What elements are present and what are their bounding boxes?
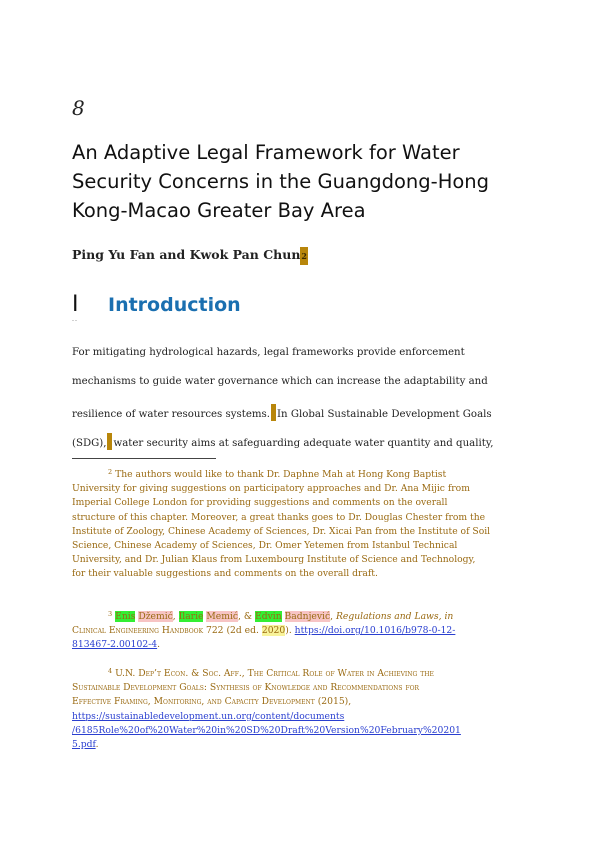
author-first-name: Edvin — [254, 611, 282, 622]
footnote-line: Sustainable Development Goals: Synthesis of Knowledge and Recommendations for — [72, 682, 420, 694]
footnote-line — [72, 695, 524, 709]
author-names: Ping Yu Fan and Kwok Pan Chun — [72, 247, 301, 262]
citation-title: Regulations and Laws, in — [335, 611, 454, 622]
body-text: water security aims at safeguarding adequate water quantity and quality, — [113, 438, 494, 449]
footnote-line: Institute of Zoology, Chinese Academy of Sciences, Dr. Xicai Pan from the Institute of Soil — [72, 525, 491, 537]
footnote-line: $^3$ Enis Džemić, Ilarie Memić, & Edvin Badnjević, Regulations and Laws, in — [108, 610, 454, 622]
footnote-line — [72, 664, 524, 681]
section-number-dots: ․․ — [72, 316, 79, 323]
section-title: Introduction — [108, 294, 241, 316]
un-link-end[interactable]: 5.pdf — [72, 739, 96, 751]
body-line-2: mechanisms to guide water governance which can increase the adaptability and — [72, 376, 488, 387]
author-last-name: Badnjević — [284, 611, 331, 622]
footnote-line: Science, Chinese Academy of Sciences, Dr. Omer Yetemen from Istanbul Technical — [72, 540, 458, 552]
citation-close: ). — [285, 625, 292, 637]
footnote-line — [72, 638, 524, 652]
author-footnote-marker[interactable]: 2 — [300, 247, 308, 265]
footnote-text: The authors would like to thank Dr. Daphne Mah at Hong Kong Baptist — [115, 469, 447, 480]
footnote-3 — [72, 607, 524, 653]
citation-end: . — [95, 739, 99, 751]
author-last-name: Džemić — [138, 611, 173, 622]
footnote-line: structure of this chapter. Moreover, a great thanks goes to Dr. Douglas Chester from the — [72, 511, 486, 523]
author-line — [72, 247, 308, 265]
footnote-line — [72, 724, 524, 738]
author-first-name: Enis — [115, 611, 136, 622]
footnote-ref-marker-3[interactable] — [271, 404, 276, 421]
footnote-line — [72, 624, 524, 638]
footnote-4 — [72, 664, 524, 752]
footnote-line — [72, 465, 524, 482]
footnote-line: for their valuable suggestions and comments on the overall draft. — [72, 568, 378, 580]
citation-title-end: Effective Framing, Monitoring, and Capacity Development — [72, 696, 315, 708]
citation-year: (2015), — [317, 696, 352, 708]
footnote-separator — [72, 458, 216, 459]
footnote-number: 3 — [108, 610, 113, 618]
chapter-title: An Adaptive Legal Framework for Water Security Concerns in the Guangdong-Hong Kong-Macao Greater Bay Area — [72, 141, 490, 222]
author-first-name: Ilarie — [178, 611, 204, 622]
body-text: (SDG), — [72, 438, 107, 449]
citation-pages: 722 (2d ed. — [205, 625, 259, 637]
doi-link[interactable]: https://doi.org/10.1016/b978-0-12- — [294, 625, 456, 637]
citation-book: Clinical Engineering Handbook — [72, 625, 204, 637]
doi-link-cont[interactable]: 813467-2.00102-4 — [72, 639, 158, 651]
footnote-line: University, and Dr. Julian Klaus from Luxembourg Institute of Science and Technology, — [72, 554, 476, 566]
footnote-line — [72, 738, 524, 752]
footnote-ref-marker-4[interactable] — [107, 433, 112, 450]
footnote-2 — [72, 465, 524, 582]
body-text: resilience of water resources systems. — [72, 409, 270, 420]
section-number: I — [72, 292, 79, 317]
citation-end: . — [157, 639, 161, 651]
body-line-1: For mitigating hydrological hazards, legal frameworks provide enforcement — [72, 347, 465, 358]
footnote-line — [72, 710, 524, 724]
body-line-3 — [72, 404, 492, 421]
citation-org: U.N. Dep’t Econ. & Soc. Aff., The Critical Role of Water in Achieving the — [115, 668, 434, 679]
author-last-name: Memić — [206, 611, 239, 622]
body-text: In Global Sustainable Development Goals — [277, 409, 492, 420]
un-link[interactable]: https://sustainabledevelopment.un.org/content/documents — [72, 710, 345, 722]
footnote-line: Imperial College London for providing suggestions and comments on the overall — [72, 497, 448, 509]
footnote-number: 4 — [108, 667, 113, 675]
chapter-number: 8 — [72, 96, 85, 120]
citation-year: 2020 — [261, 625, 286, 637]
footnote-number: 2 — [108, 468, 113, 476]
un-link-cont[interactable]: /6185Role%20of%20Water%20in%20SD%20Draft%20Version%20February%20201 — [72, 724, 461, 736]
body-line-4 — [72, 433, 493, 450]
footnote-line: University for giving suggestions on participatory approaches and Dr. Ana Mijic from — [72, 483, 470, 495]
